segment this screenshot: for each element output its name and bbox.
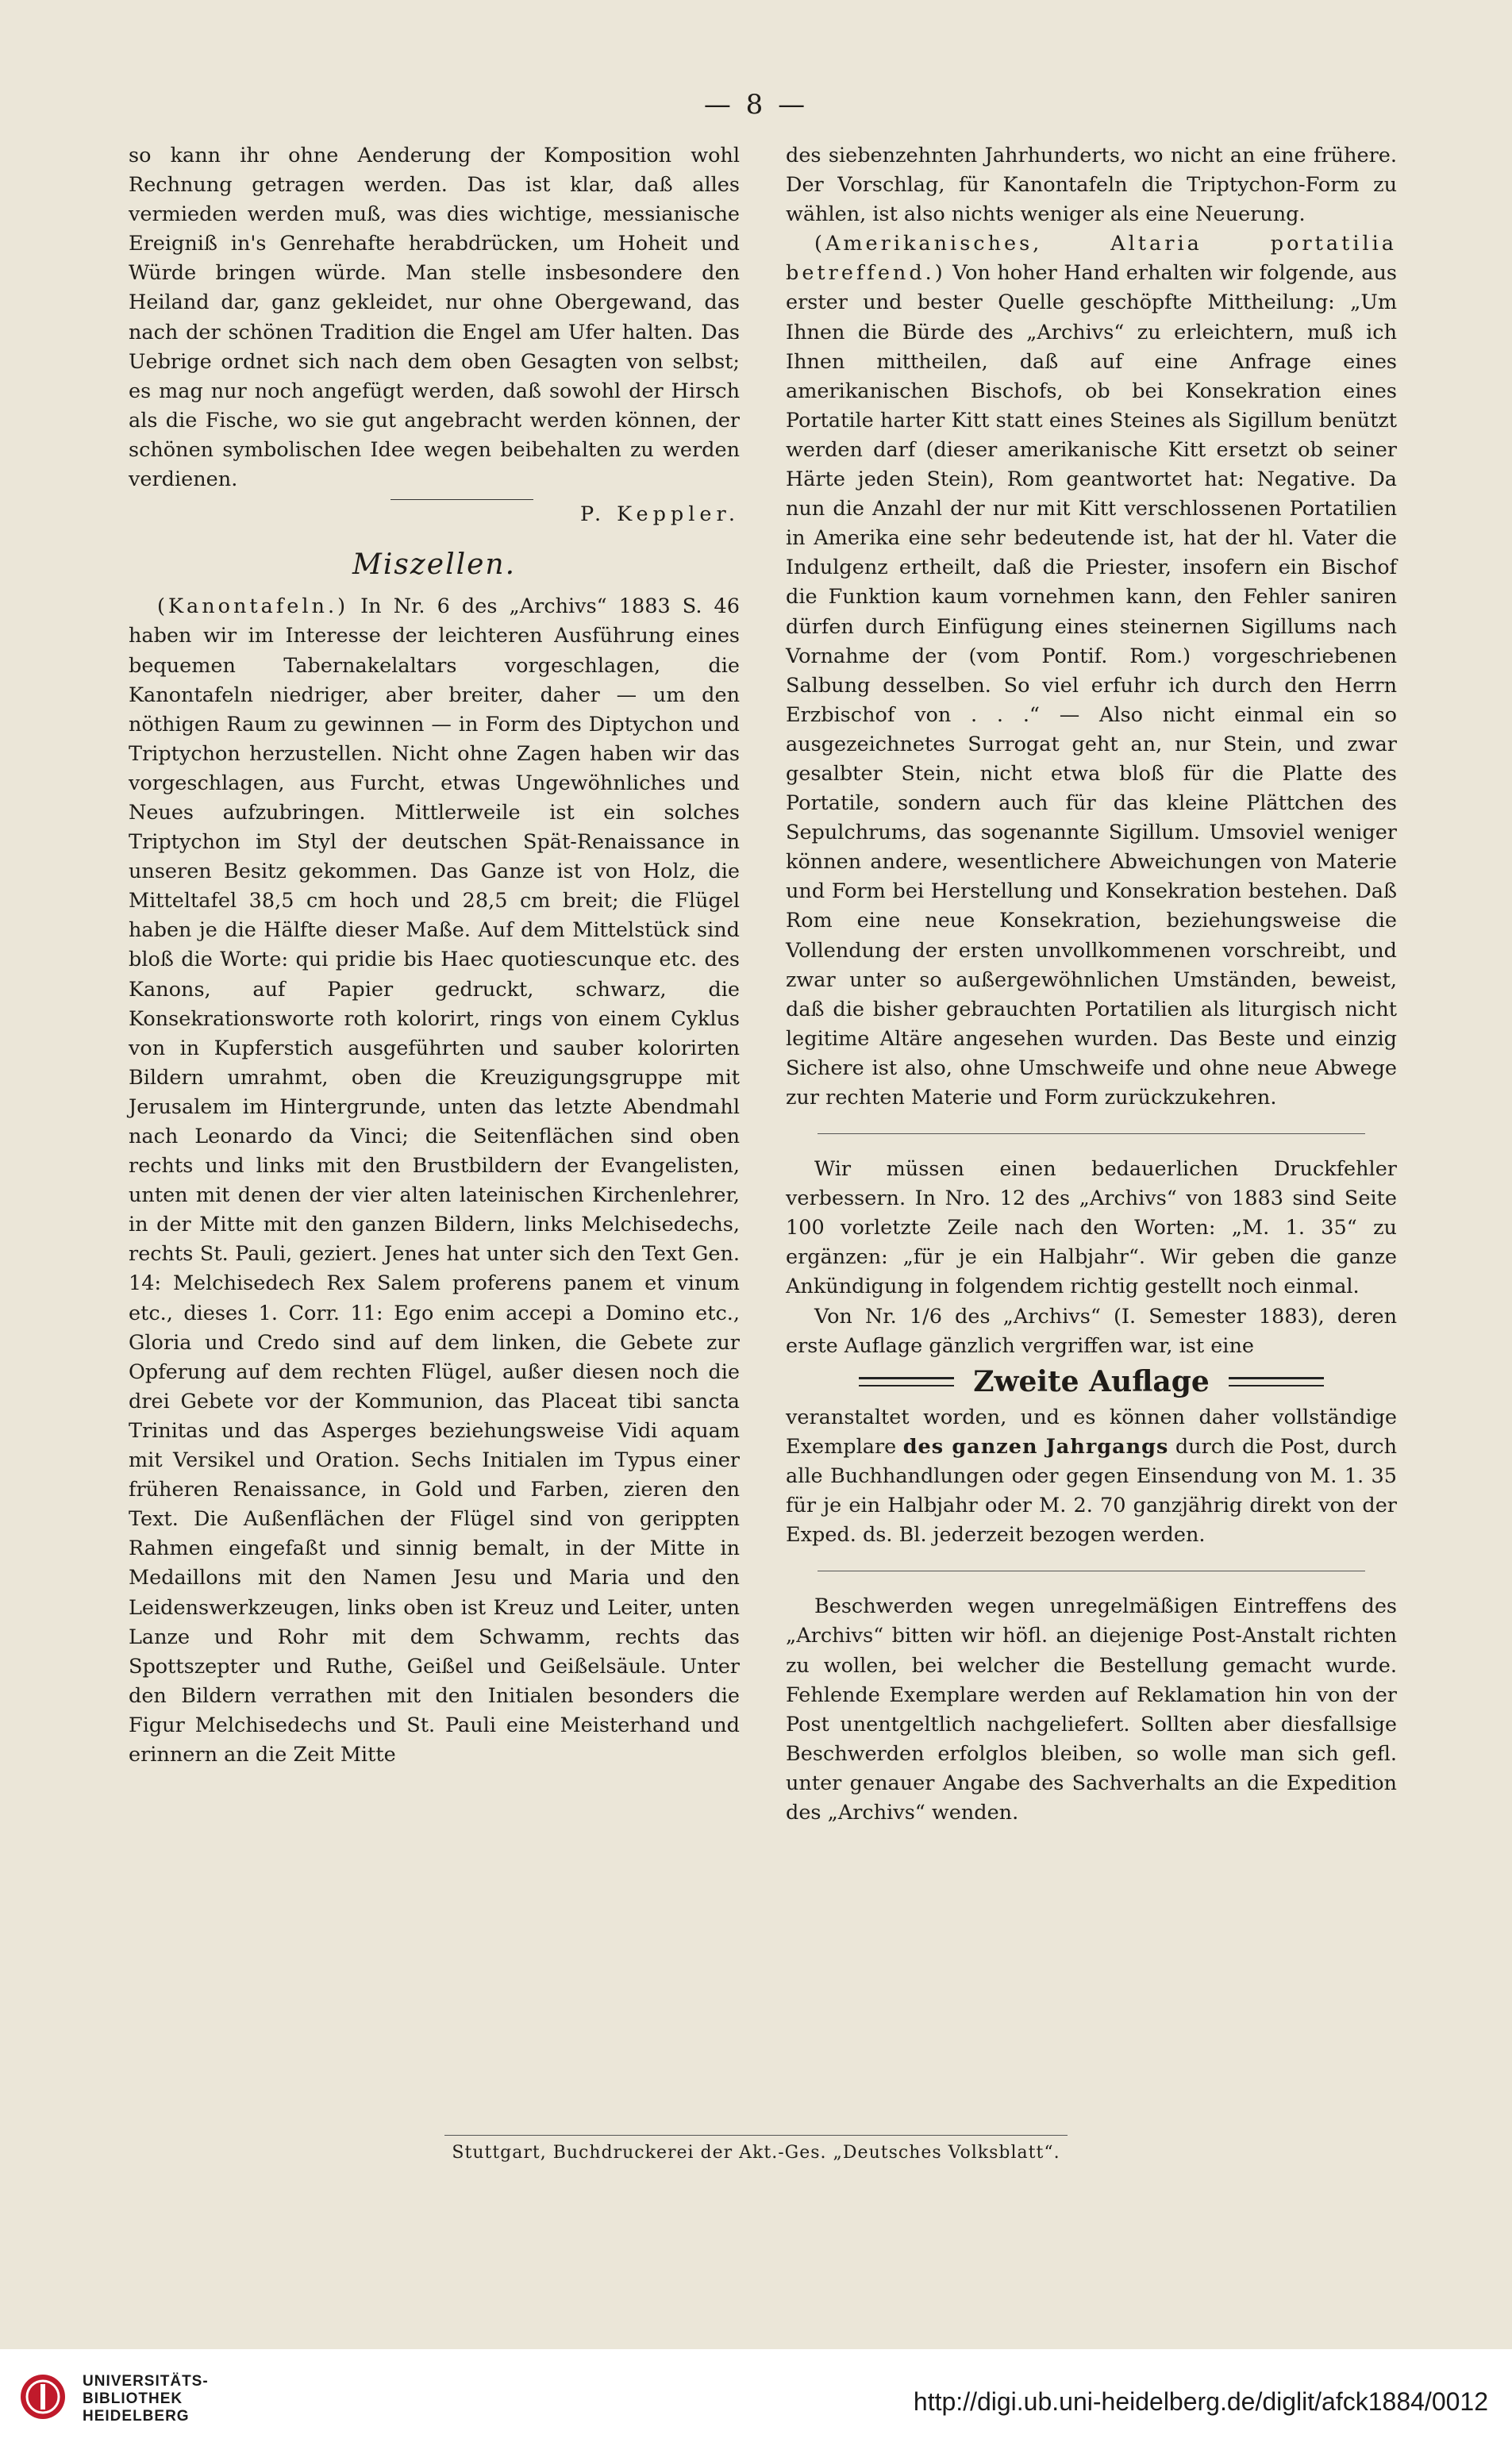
article-body: In Nr. 6 des „Archivs“ 1883 S. 46 haben wir im Interesse der leichteren Ausführung eines bequemen Tabernakelaltars vorgeschlagen, die Kanontafeln niedriger, aber breiter, daher — um den nöthigen Raum zu gewinnen — in Form des Diptychon und Triptychon herzustellen. Nicht ohne Zagen haben wir das vorgeschlagen, aus Furcht, etwas Ungewöhnliches und Neues aufzubringen. Mittlerweile ist ein solches Triptychon im Styl der deutschen Spät-Renaissance in unseren Besitz gekommen. Das Ganze ist von Holz, die Mitteltafel 38,5 cm hoch und 28,5 cm breit; die Flügel haben je die Hälfte dieser Maße. Auf dem Mittelstück sind bloß die Worte: qui pridie bis Haec quotiescunque etc. des Kanons, auf Papier gedruckt, schwarz, die Konsekrationsworte roth kolorirt, rings von einem Cyklus von in Kupferstich ausgeführten und sauber kolorirten Bildern umrahmt, oben die Kreuzigungsgruppe mit Jerusalem im Hintergrunde, unten das letzte Abendmahl nach Leonardo da Vinci; die Seitenflächen sind oben rechts und links mit den Brustbildern der Evangelisten, unten mit denen der vier alten lateinischen Kirchenlehrer, in der Mitte mit den ganzen Bildern, links Melchisedechs, rechts St. Pauli, geziert. Jenes hat unter sich den Text Gen. 14: Melchisedech Rex Salem proferens panem et vinum etc., dieses 1. Corr. 11: Ego enim accepi a Domino etc., Gloria und Credo sind auf dem linken, die Gebete zur Opferung auf dem rechten Flügel, außer diesen noch die drei Gebete vor der Kommunion, das Placeat tibi sancta Trinitas und das Asperges beziehungsweise Vidi aquam mit Versikel und Oration. Sechs Initialen im Typus einer früheren Renaissance, in Gold und Farben, zieren den Text. Die Außenflächen der Flügel sind von gerippten Rahmen eingefaßt und sinnig bemalt, in der Mitte in Medaillons mit den Namen Jesu und Maria und den Leidenswerkzeugen, links oben ist Kreuz und Leiter, unten Lanze und Rohr mit dem Schwamm, rechts das Spottszepter und Ruthe, Geißel und Geißelsäule. Unter den Bildern verrathen mit den Initialen besonders die Figur Melchisedechs und St. Pauli eine Meisterhand und erinnern an die Zeit Mitte [129, 594, 740, 1767]
printer-imprint: Stuttgart, Buchdruckerei der Akt.-Ges. „Deutsches Volksblatt“. [452, 2143, 1060, 2163]
author-signature: P. Keppler. [579, 502, 740, 527]
right-column [786, 141, 1397, 1828]
library-name [83, 2373, 209, 2425]
second-edition-heading [786, 1364, 1397, 1398]
reprint-intro: Von Nr. 1/6 des „Archivs“ (I. Semester 1883), deren erste Auflage gänzlich vergriffen war, ist eine [786, 1304, 1397, 1358]
right-paragraph-1: des siebenzehnten Jahrhunderts, wo nicht an eine frühere. Der Vorschlag, für Kanontafeln die Triptychon-Form zu wählen, ist also nichts weniger als eine Neuerung. [786, 144, 1397, 227]
reprint-emphasis: des ganzen Jahrgangs [902, 1434, 1169, 1459]
library-name-line: BIBLIOTHEK [83, 2390, 183, 2407]
section-divider [818, 1133, 1365, 1134]
kanontafeln-article [129, 592, 740, 1770]
page-number: — 8 — [703, 89, 809, 121]
ornament-rule [859, 1377, 954, 1386]
footer-rule [444, 2135, 1068, 2136]
complaints-paragraph: Beschwerden wegen unregelmäßigen Eintreffens des „Archivs“ bitten wir höfl. an diejenige Post-Anstalt richten zu wollen, bei welcher die Bestellung gemacht wurde. Fehlende Exemplare werden auf Reklamation hin von der Post unentgeltlich nachgeliefert. Sollten aber diesfallsige Beschwerden erfolglos bleiben, so wolle man sich gefl. unter genauer Angabe des Sachverhalts an die Expedition des „Archivs“ wenden. [786, 1594, 1397, 1825]
left-paragraph-1: so kann ihr ohne Aenderung der Komposition wohl Rechnung getragen werden. Das ist klar, daß alles vermieden werden muß, was dies wichtige, messianische Ereigniß in's Genrehafte herabdrücken, um Hoheit und Würde bringen würde. Man stelle insbesondere den Heiland dar, ganz gekleidet, nur ohne Obergewand, das nach der schönen Tradition die Engel am Ufer halten. Das Uebrige ordnet sich nach dem oben Gesagten von selbst; es mag nur noch angefügt werden, daß sowohl der Hirsch als die Fische, wo sie gut angebracht werden können, der schönen symbolischen Idee wegen beibehalten zu werden verdienen. [129, 144, 740, 492]
article-body: Von hoher Hand erhalten wir folgende, aus erster und bester Quelle geschöpfte Mittheilung: „Um Ihnen die Bürde des „Archivs“ zu erleichtern, muß ich Ihnen mittheilen, daß auf eine Anfrage eines amerikanischen Bischofs, ob bei Konsekration eines Portatile harter Kitt statt eines Steines als Sigillum benützt werden darf (dieser amerikanische Kitt ersetzt ob seiner Härte jeden Stein), Rom geantwortet hat: Negative. Da nun die Anzahl der nur mit Kitt verschlossenen Portatilien in Amerika eine sehr bedeutende ist, hat der hl. Vater die Indulgenz ertheilt, daß die Priester, insofern ein Bischof die Funktion kaum vornehmen kann, den Fehler saniren dürfen durch Einfügung eines steinernen Sigillums nach Vornahme der (vom Pontif. Rom.) vorgeschriebenen Salbung desselben. So viel erfuhr ich durch den Herrn Erzbischof von . . .“ — Also nicht einmal ein so ausgezeichnetes Surrogat geht an, nur Stein, und zwar gesalbter Stein, nicht etwa bloß für die Platte des Portatile, sondern auch für das kleine Plättchen des Sepulchrums, das sogenannte Sigillum. Umsoviel weniger können andere, wesentlichere Abweichungen von Materie und Form bei Herstellung und Konsekration bestehen. Daß Rom eine neue Konsekration, beziehungsweise die Vollendung der ersten unvollkommenen vorschreibt, und zwar unter so außergewöhnlichen Umständen, beweist, daß die bisher gebrauchten Portatilien als liturgisch nicht legitime Altäre angesehen wurden. Das Beste und einzig Sichere ist also, ohne Umschweife und ohne neue Abwege zur rechten Materie und Form zurückzukehren. [786, 261, 1397, 1110]
left-column [129, 141, 740, 1770]
erratum-paragraph: Wir müssen einen bedauerlichen Druckfehler verbessern. In Nro. 12 des „Archivs“ von 1883 sind Seite 100 vorletzte Zeile nach den Worten: „M. 1. 35“ zu ergänzen: „für je ein Halbjahr“. Wir geben die ganze Ankündigung in folgendem richtig gestellt noch einmal. [786, 1157, 1397, 1299]
article-lead: (Kanontafeln.) [157, 594, 349, 619]
ornament-rule [1229, 1377, 1324, 1386]
university-seal-icon [19, 2373, 67, 2421]
library-name-line: UNIVERSITÄTS- [83, 2373, 209, 2390]
reprint-text: durch die Post, durch alle Buchhandlungen oder gegen Einsendung von M. 1. 35 für je ein Halbjahr oder M. 2. 70 ganzjährig direkt von der Exped. ds. Bl. jederzeit bezogen werden. [786, 1434, 1397, 1548]
amerikanisches-article [786, 229, 1397, 1113]
reprint-text: veranstaltet worden, und es können daher vollständige Exemplare [786, 1405, 1397, 1459]
reprint-details [786, 1403, 1397, 1550]
heading-text: Zweite Auflage [973, 1364, 1210, 1398]
permalink-url[interactable]: http://digi.ub.uni-heidelberg.de/diglit/afck1884/0012 [913, 2387, 1488, 2416]
section-title: Miszellen. [352, 548, 517, 582]
library-name-line: HEIDELBERG [83, 2408, 190, 2425]
article-lead: (Amerikanisches, Altaria portatilia betreffend.) [786, 232, 1397, 286]
